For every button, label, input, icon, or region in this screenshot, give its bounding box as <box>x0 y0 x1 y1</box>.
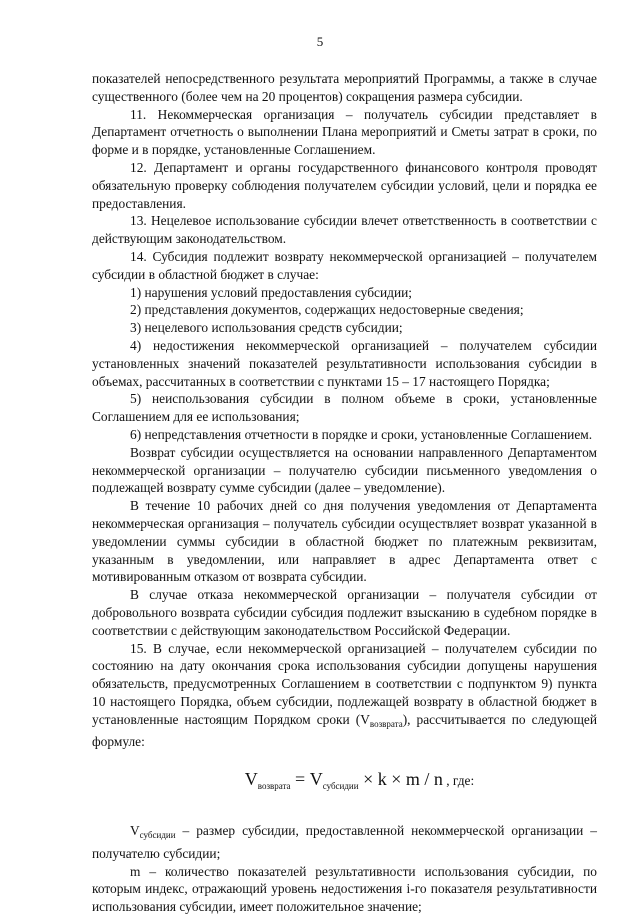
definition-m: m – количество показателей результативности использования субсидии, по которым индекс, отражающий уровень недостижения i-го показателя результативности использования субсидии, имеет положительное значение; <box>92 863 597 915</box>
list-item-4: 4) недостижения некоммерческой организацией – получателем субсидии установленных значений показателей результативности использования субсидии в объемах, рассчитанных в соответствии с пунктами 15 – 17 настоящего Порядка; <box>92 337 597 389</box>
formula-v: V <box>309 769 323 790</box>
formula-v-subscript: субсидии <box>322 781 359 792</box>
refund-formula <box>122 771 597 796</box>
paragraph-15-text: 15. В случае, если некоммерческой организацией – получателем субсидии по состоянию на дату окончания срока использования субсидии допущены нарушения обязательств, предусмотренных Соглашением в соответствии с подпунктом 9) пункта 10 настоящего Порядка, объем субсидии, подлежащей возврату в областной бюджет в установленные настоящим Порядком сроки (V <box>92 640 597 727</box>
paragraph-14: 14. Субсидия подлежит возврату некоммерческой организацией – получателем субсидии в областной бюджет в случае: <box>92 248 597 282</box>
document-body <box>92 70 597 916</box>
definition-v-symbol: V <box>130 823 140 839</box>
paragraph-refund-basis: Возврат субсидии осуществляется на основании направленного Департаментом некоммерческой организации – получателю субсидии письменного уведомления о подлежащей возврату сумме субсидии (далее – уведомление). <box>92 444 597 496</box>
paragraph-15-end: ), рассчитывается по следующей формуле: <box>92 711 597 750</box>
list-item-6: 6) непредставления отчетности в порядке и сроки, установленные Соглашением. <box>130 426 593 442</box>
definition-v-text: – размер субсидии, предоставленной некоммерческой организации – получателю субсидии; <box>92 823 597 861</box>
formula-equals: = <box>290 769 310 790</box>
definition-v-subscript: субсидии <box>139 830 176 841</box>
formula-tail: , где: <box>442 773 475 789</box>
list-item-3: 3) нецелевого использования средств субсидии; <box>130 320 403 336</box>
list-item-5: 5) неиспользования субсидии в полном объеме в сроки, установленные Соглашением для ее использования; <box>92 391 597 425</box>
paragraph-continuation: показателей непосредственного результата мероприятий Программы, а также в случае существенного (более чем на 20 процентов) сокращения размера субсидии. <box>92 71 597 104</box>
list-item-1: 1) нарушения условий предоставления субсидии; <box>130 284 412 300</box>
definition-v-subsidy <box>92 822 597 863</box>
formula-rest: × k × m / n <box>358 769 443 790</box>
paragraph-15 <box>92 640 597 752</box>
list-item-2: 2) представления документов, содержащих недостоверные сведения; <box>130 302 524 318</box>
page-number: 5 <box>316 34 324 49</box>
paragraph-12: 12. Департамент и органы государственного финансового контроля проводят обязательную проверку соблюдения получателем субсидии условий, цели и порядка ее предоставления. <box>92 159 597 211</box>
paragraph-15-subscript: возврата <box>369 718 403 729</box>
paragraph-refusal: В случае отказа некоммерческой организации – получателя субсидии от добровольного возврата субсидии субсидия подлежит взысканию в судебном порядке в соответствии с действующим законодательством Российской Федерации. <box>92 587 597 638</box>
formula-lhs: V <box>244 769 258 790</box>
paragraph-11: 11. Некоммерческая организация – получатель субсидии представляет в Департамент отчетность о выполнении Плана мероприятий и Сметы затрат в сроки, по форме и в порядке, установленные Соглашением. <box>92 106 597 158</box>
paragraph-refund-term: В течение 10 рабочих дней со дня получения уведомления от Департамента некоммерческая организация – получатель субсидии осуществляет возврат указанной в уведомлении суммы субсидии в областной бюджет по платежным реквизитам, указанным в уведомлении, или направляет в адрес Департамента ответ с мотивированным отказом от возврата субсидии. <box>92 498 597 585</box>
formula-lhs-subscript: возврата <box>257 781 291 792</box>
paragraph-13: 13. Нецелевое использование субсидии влечет ответственность в соответствии с действующим законодательством. <box>92 213 597 247</box>
